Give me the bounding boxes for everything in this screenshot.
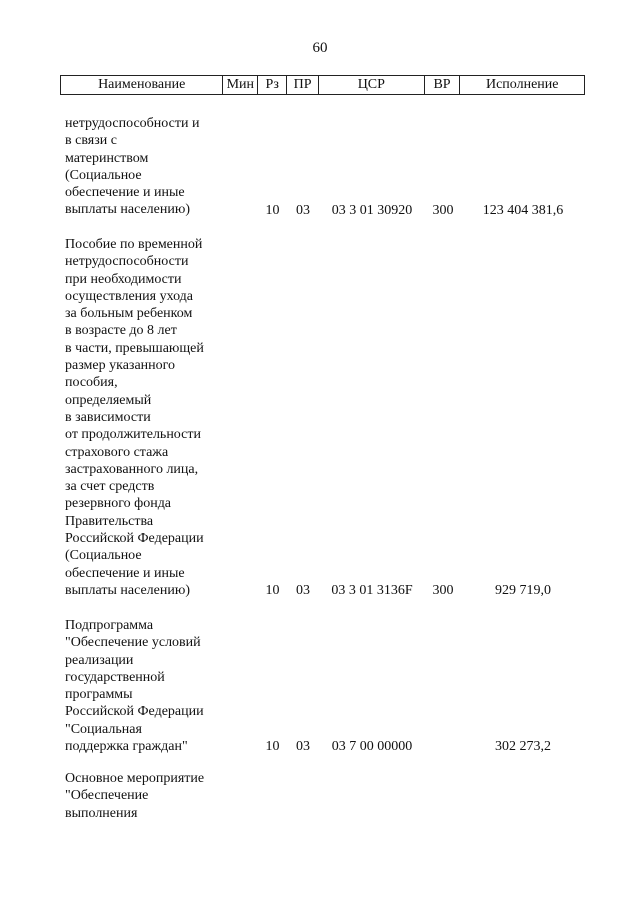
row-name-line: Подпрограмма — [65, 618, 154, 633]
row-name-line: обеспечение и иные — [65, 185, 185, 201]
row-name-line: Российской Федерации — [65, 531, 204, 547]
row-name-line: (Социальное — [65, 167, 142, 183]
row-name — [65, 236, 225, 599]
row-name-line: размер указанного — [65, 358, 176, 374]
row-rz: 10 — [265, 202, 280, 218]
row-name-line: резервного фонда — [65, 496, 172, 512]
row-name-line: определяемый — [65, 392, 152, 408]
row-name-line: государственной — [65, 669, 165, 685]
row-name-line: программы — [65, 687, 133, 703]
row-name-line: в части, превышающей — [65, 340, 204, 356]
row-name-line: выполнения — [65, 805, 138, 821]
row-name-line: Правительства — [65, 513, 154, 529]
row-name-line: обеспечение и иные — [65, 565, 185, 581]
row-name-line: нетрудоспособности — [65, 254, 189, 270]
row-name-line: при необходимости — [65, 271, 182, 287]
row-name-line: поддержка граждан" — [65, 739, 188, 755]
row-rz: 10 — [265, 583, 280, 598]
page-number: 60 — [312, 40, 328, 56]
row-csr: 03 3 01 3136F — [331, 583, 413, 598]
header-min: Мин — [223, 76, 258, 94]
row-name — [65, 115, 225, 219]
table-row — [60, 617, 585, 755]
header-pr: ПР — [287, 76, 319, 94]
row-vr: 300 — [432, 583, 454, 598]
row-name-line: материнством — [65, 150, 149, 166]
table-row — [60, 770, 585, 822]
row-name-line: страхового стажа — [65, 444, 169, 460]
row-name-line: пособия, — [65, 375, 118, 391]
row-pr: 03 — [296, 202, 310, 218]
header-rz: Рз — [258, 76, 287, 94]
table-row — [60, 236, 585, 599]
row-name — [65, 770, 225, 822]
header-csr: ЦСР — [319, 76, 425, 94]
row-name — [65, 617, 225, 755]
row-name-line: "Обеспечение — [65, 788, 149, 804]
row-name-line: "Социальная — [65, 721, 142, 737]
row-name-line: в зависимости — [65, 409, 151, 425]
row-name-line: нетрудоспособности и — [65, 116, 200, 131]
row-name-line: от продолжительности — [65, 427, 201, 443]
row-name-line: Пособие по временной — [65, 237, 203, 252]
table-header — [60, 75, 585, 95]
row-rz: 10 — [265, 739, 280, 755]
header-name: Наименование — [61, 76, 223, 94]
row-name-line: выплаты населению) — [65, 202, 190, 218]
row-exec: 929 719,0 — [495, 583, 551, 598]
header-vr: ВР — [425, 76, 461, 94]
header-exec: Исполнение — [485, 77, 559, 92]
row-name-line: за счет средств — [65, 479, 155, 495]
row-name-line: "Обеспечение условий — [65, 635, 201, 651]
row-exec: 302 273,2 — [495, 739, 551, 755]
row-exec: 123 404 381,6 — [482, 202, 564, 218]
row-name-line: в связи с — [65, 133, 117, 149]
row-name-line: выплаты населению) — [65, 582, 190, 598]
row-pr: 03 — [296, 583, 310, 598]
row-name-line: в возрасте до 8 лет — [65, 323, 177, 339]
row-name-line: осуществления ухода — [65, 288, 194, 304]
row-csr: 03 7 00 00000 — [331, 739, 413, 755]
row-csr: 03 3 01 30920 — [331, 202, 413, 218]
row-name-line: реализации — [65, 652, 134, 668]
table-row — [60, 115, 585, 219]
row-name-line: застрахованного лица, — [65, 461, 199, 477]
row-pr: 03 — [296, 739, 310, 755]
row-name-line: (Социальное — [65, 548, 142, 564]
row-name-line: Основное мероприятие — [65, 771, 205, 786]
row-name-line: Российской Федерации — [65, 704, 204, 720]
row-vr: 300 — [432, 202, 454, 218]
row-name-line: за больным ребенком — [65, 306, 193, 322]
